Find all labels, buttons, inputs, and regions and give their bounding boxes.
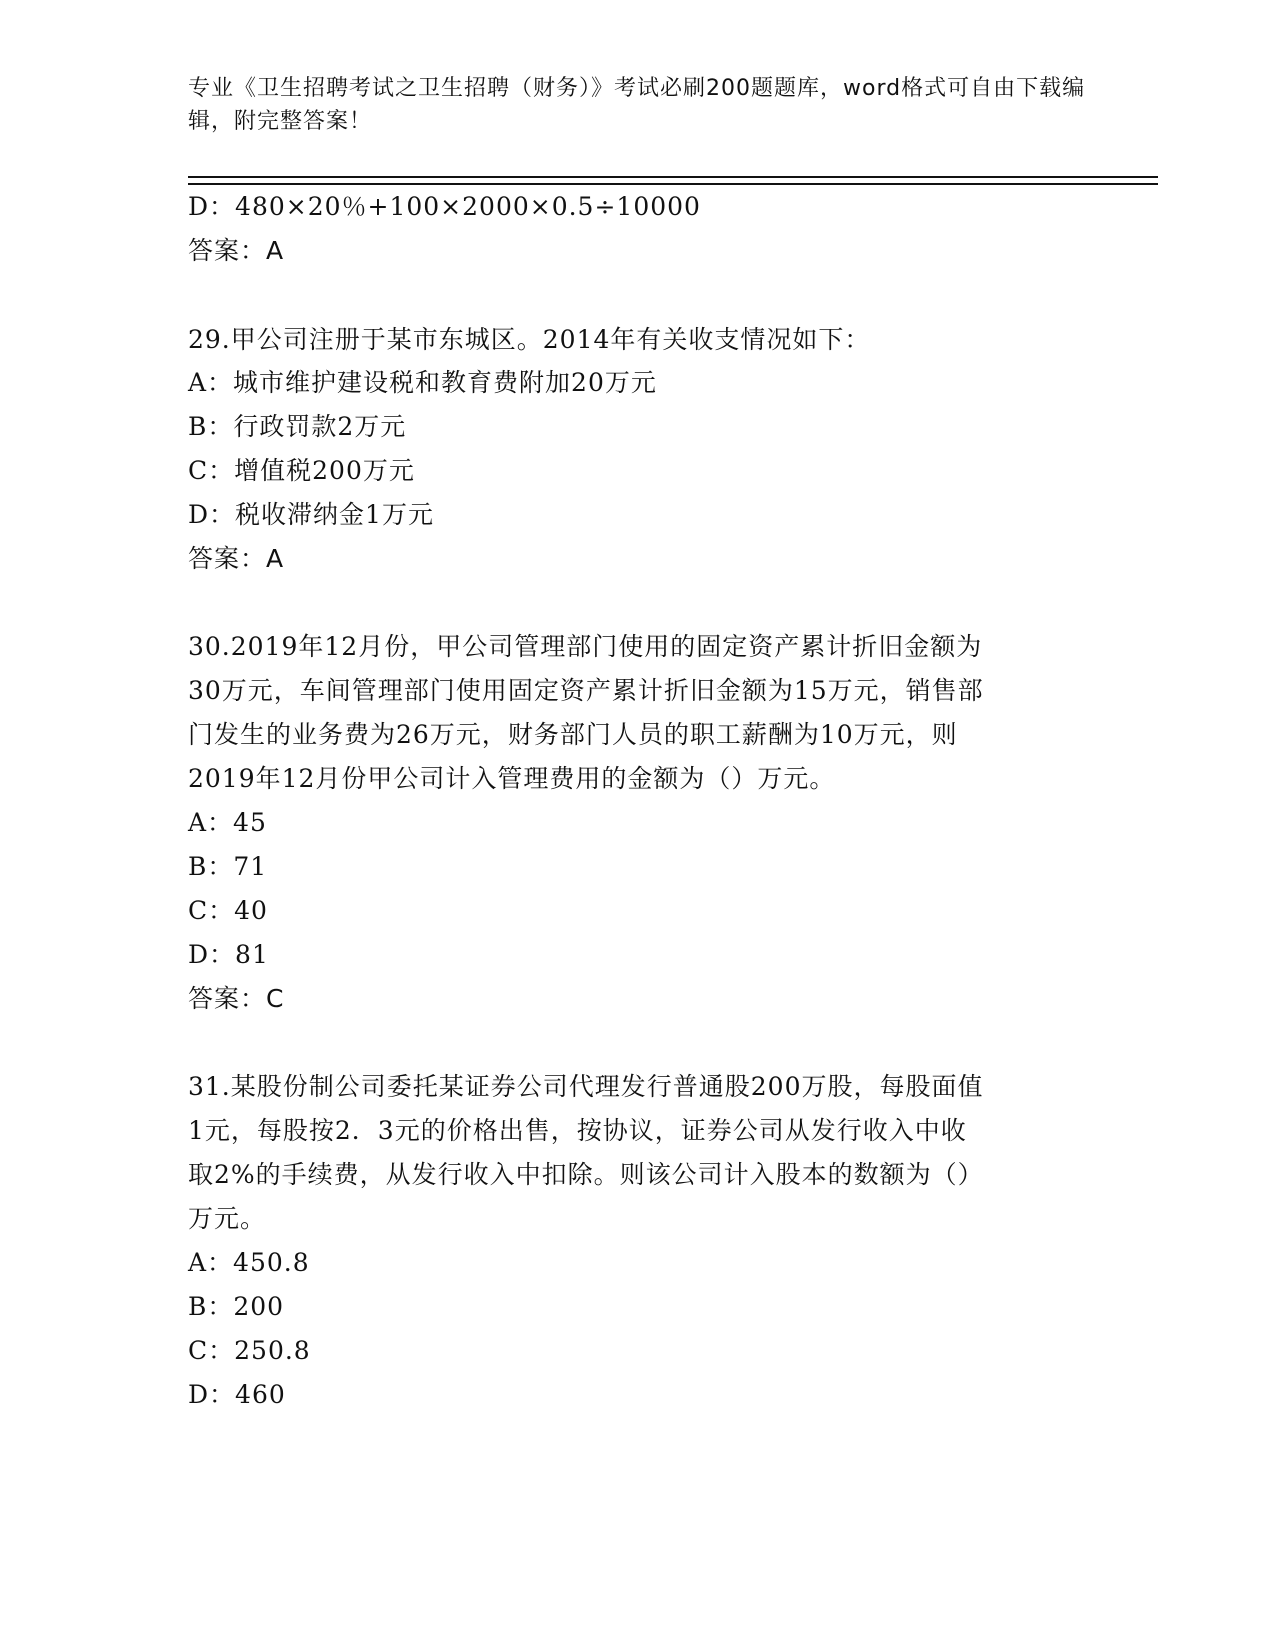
q31-option-c: C：250.8 <box>188 1336 311 1365</box>
q30-stem-line-3: 门发生的业务费为26万元，财务部门人员的职工薪酬为10万元，则 <box>188 720 958 749</box>
q30-answer: 答案：C <box>188 984 285 1013</box>
q30-option-a: A：45 <box>188 808 267 837</box>
q30-stem-line-2: 30万元，车间管理部门使用固定资产累计折旧金额为15万元，销售部 <box>188 676 984 705</box>
q31-option-a: A：450.8 <box>188 1248 310 1277</box>
q31-stem-line-1: 31.某股份制公司委托某证券公司代理发行普通股200万股，每股面值 <box>188 1072 984 1101</box>
header-rule-top <box>188 176 1158 178</box>
q31-option-b: B：200 <box>188 1292 285 1321</box>
q29-option-b: B：行政罚款2万元 <box>188 412 407 441</box>
q30-option-d: D：81 <box>188 940 269 969</box>
q29-answer: 答案：A <box>188 544 285 573</box>
document-header: 专业《卫生招聘考试之卫生招聘（财务）》考试必刷200题题库，word格式可自由下载编辑，附完整答案！ <box>188 76 1086 134</box>
prev-question-option-d: D：480×20％+100×2000×0.5÷10000 <box>188 192 701 221</box>
q30-option-c: C：40 <box>188 896 268 925</box>
q31-stem-line-3: 取2%的手续费，从发行收入中扣除。则该公司计入股本的数额为（） <box>188 1160 984 1189</box>
q30-stem-line-4: 2019年12月份甲公司计入管理费用的金额为（）万元。 <box>188 764 836 793</box>
q31-option-d: D：460 <box>188 1380 286 1409</box>
q30-option-b: B：71 <box>188 852 268 881</box>
q29-option-c: C：增值税200万元 <box>188 456 415 485</box>
q29-stem: 29.甲公司注册于某市东城区。2014年有关收支情况如下： <box>188 325 871 354</box>
header-rule-bottom <box>188 183 1158 185</box>
prev-question-answer: 答案：A <box>188 236 285 265</box>
q31-stem-line-4: 万元。 <box>188 1204 267 1233</box>
q29-option-d: D：税收滞纳金1万元 <box>188 500 434 529</box>
q30-stem-line-1: 30.2019年12月份，甲公司管理部门使用的固定资产累计折旧金额为 <box>188 632 983 661</box>
q31-stem-line-2: 1元，每股按2．3元的价格出售，按协议，证券公司从发行收入中收 <box>188 1116 967 1145</box>
q29-option-a: A：城市维护建设税和教育费附加20万元 <box>188 368 657 397</box>
